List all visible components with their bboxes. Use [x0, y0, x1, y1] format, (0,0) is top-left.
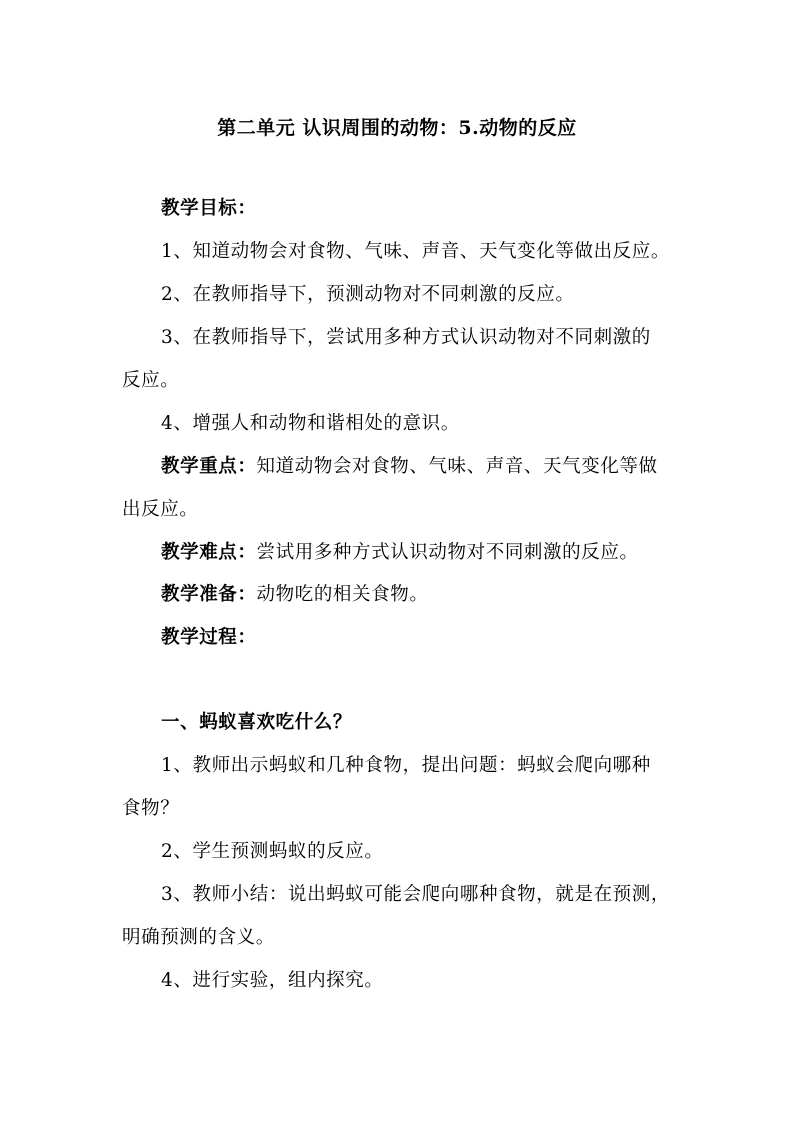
difficulty-label: 教学难点：: [161, 542, 257, 563]
objective-3-line1: 3、在教师指导下，尝试用多种方式认识动物对不同刺激的: [161, 327, 651, 348]
section-1-step-1-line2: 食物？: [122, 798, 180, 819]
process-heading: 教学过程：: [161, 627, 257, 648]
difficulty: [161, 541, 639, 565]
objectives-heading: 教学目标：: [161, 198, 257, 219]
section-1-step-1-line1: 1、教师出示蚂蚁和几种食物，提出问题：蚂蚁会爬向哪种: [161, 755, 651, 776]
key-point-line2: 出反应。: [122, 499, 199, 520]
section-1-heading: 一、蚂蚁喜欢吃什么？: [161, 712, 353, 733]
preparation-label: 教学准备：: [161, 584, 257, 605]
section-1-step-3-line2: 明确预测的含义。: [122, 927, 275, 948]
key-point: [161, 455, 658, 479]
objective-3-line2: 反应。: [122, 370, 180, 391]
objective-2: 2、在教师指导下，预测动物对不同刺激的反应。: [161, 284, 575, 305]
key-point-text: 知道动物会对食物、气味、声音、天气变化等做: [256, 456, 658, 477]
section-1-step-4: 4、进行实验，组内探究。: [161, 970, 384, 991]
difficulty-text: 尝试用多种方式认识动物对不同刺激的反应。: [256, 542, 639, 563]
preparation-text: 动物吃的相关食物。: [256, 584, 429, 605]
preparation: [161, 583, 428, 607]
section-1-step-2: 2、学生预测蚂蚁的反应。: [161, 841, 384, 862]
objective-4: 4、增强人和动物和谐相处的意识。: [161, 413, 460, 434]
objective-1: 1、知道动物会对食物、气味、声音、天气变化等做出反应。: [161, 241, 670, 262]
key-point-label: 教学重点：: [161, 456, 257, 477]
section-1-step-3-line1: 3、教师小结：说出蚂蚁可能会爬向哪种食物，就是在预测，: [161, 884, 670, 905]
page-title: 第二单元 认识周围的动物：5.动物的反应: [217, 117, 577, 139]
